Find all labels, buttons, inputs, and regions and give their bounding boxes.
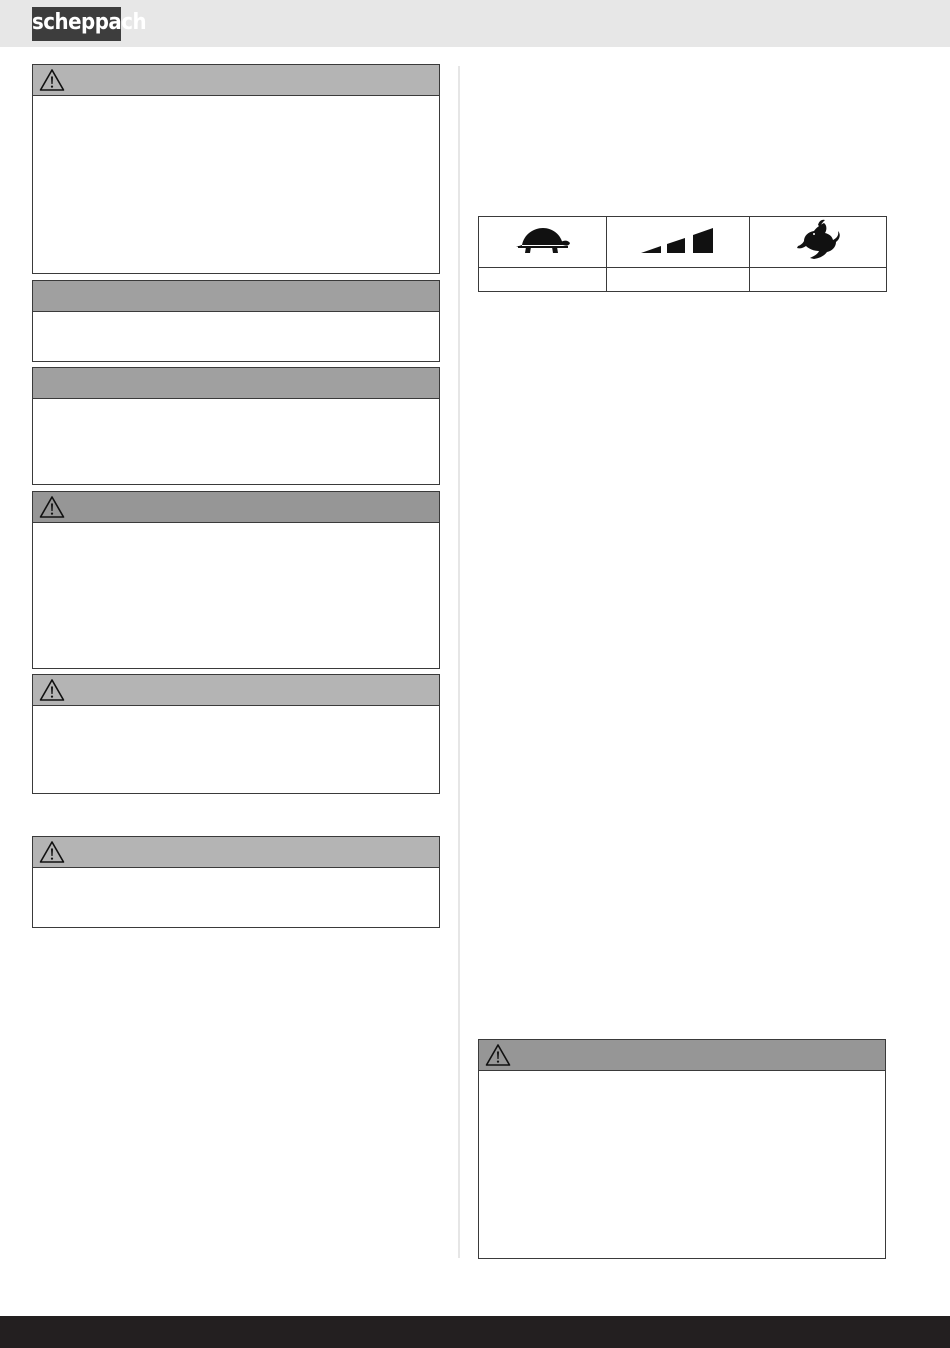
speed-label-fast <box>750 268 887 292</box>
warning-box-header <box>479 1040 885 1071</box>
warning-triangle-icon <box>39 840 65 864</box>
speed-label-slow <box>479 268 607 292</box>
warning-triangle-icon <box>39 68 65 92</box>
brand-logo: scheppach <box>32 7 121 41</box>
warning-box-header <box>33 492 439 523</box>
page-footer <box>0 1316 950 1348</box>
warning-triangle-icon <box>39 495 65 519</box>
hare-icon <box>794 219 842 261</box>
speed-label-steps <box>607 268 750 292</box>
speed-cell-fast <box>750 217 887 268</box>
warning-box-header <box>33 675 439 706</box>
warning-box <box>32 674 440 794</box>
warning-box <box>32 64 440 274</box>
warning-box-header <box>33 65 439 96</box>
speed-steps-icon <box>639 225 717 255</box>
warning-box <box>32 491 440 669</box>
tortoise-icon <box>514 225 572 255</box>
warning-triangle-icon <box>39 678 65 702</box>
warning-box-header <box>33 837 439 868</box>
warning-box <box>32 836 440 928</box>
warning-box <box>478 1039 886 1259</box>
note-box-header <box>33 368 439 399</box>
note-box <box>32 280 440 362</box>
speed-table <box>478 216 887 292</box>
note-box-header <box>33 281 439 312</box>
speed-cell-slow <box>479 217 607 268</box>
note-box <box>32 367 440 485</box>
warning-triangle-icon <box>485 1043 511 1067</box>
column-divider <box>458 66 460 1258</box>
speed-cell-steps <box>607 217 750 268</box>
